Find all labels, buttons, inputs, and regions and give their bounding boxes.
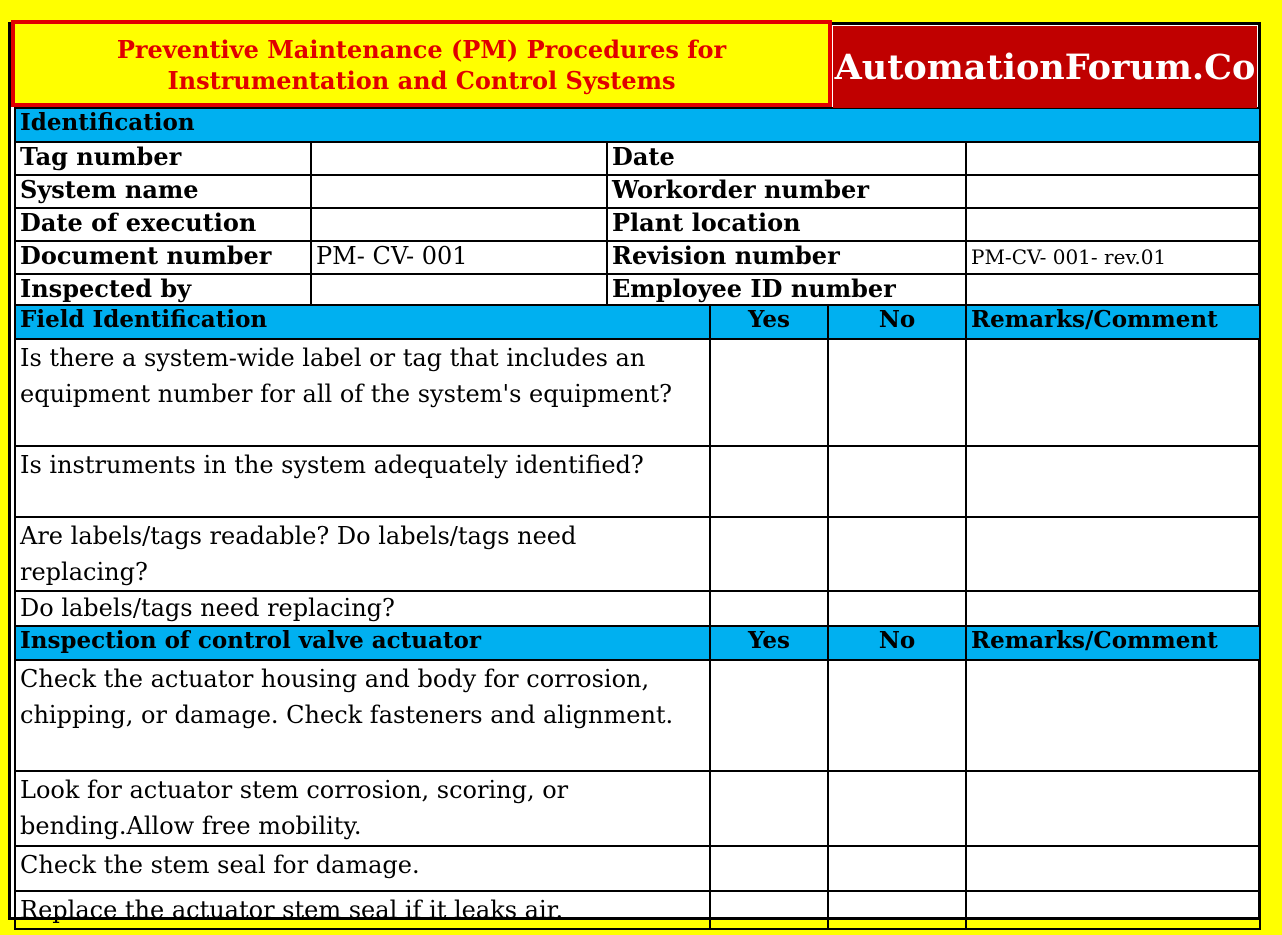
checklist-row xyxy=(15,517,1260,591)
no-cell[interactable] xyxy=(828,339,966,446)
field-value[interactable] xyxy=(966,142,1260,175)
field-label: Inspected by xyxy=(15,274,311,307)
field-label: Plant location xyxy=(607,208,966,241)
remarks-column-header: Remarks/Comment xyxy=(966,626,1260,660)
no-cell[interactable] xyxy=(828,591,966,626)
remarks-cell[interactable] xyxy=(966,517,1260,591)
field-label: Workorder number xyxy=(607,175,966,208)
brand-banner xyxy=(833,26,1257,108)
remarks-cell[interactable] xyxy=(966,660,1260,771)
identification-table xyxy=(14,107,1261,308)
title-banner xyxy=(11,20,832,107)
checklist-row xyxy=(15,591,1260,626)
title-line-2: Instrumentation and Control Systems xyxy=(167,66,676,95)
checklist-question: Is instruments in the system adequately identified? xyxy=(15,446,710,517)
yes-cell[interactable] xyxy=(710,446,828,517)
checklist-question: Is there a system-wide label or tag that includes an equipment number for all of the system's equipment? xyxy=(15,339,710,446)
remarks-column-header: Remarks/Comment xyxy=(966,305,1260,339)
id-row xyxy=(15,274,1260,307)
field-label: Employee ID number xyxy=(607,274,966,307)
field-value[interactable] xyxy=(966,175,1260,208)
section-heading: Field Identification xyxy=(15,305,710,339)
checklist-table xyxy=(14,304,1261,930)
field-label: Date of execution xyxy=(15,208,311,241)
checklist-question: Check the actuator housing and body for corrosion, chipping, or damage. Check fasteners and alignment. xyxy=(15,660,710,771)
yes-cell[interactable] xyxy=(710,517,828,591)
field-value[interactable] xyxy=(311,142,607,175)
checklist-question: Do labels/tags need replacing? xyxy=(15,591,710,626)
section-header xyxy=(15,305,1260,339)
remarks-cell[interactable] xyxy=(966,591,1260,626)
remarks-cell[interactable] xyxy=(966,771,1260,846)
yes-cell[interactable] xyxy=(710,891,828,929)
yes-column-header: Yes xyxy=(710,305,828,339)
id-row xyxy=(15,208,1260,241)
section-heading: Inspection of control valve actuator xyxy=(15,626,710,660)
identification-heading: Identification xyxy=(15,108,1260,142)
id-row xyxy=(15,142,1260,175)
field-value[interactable] xyxy=(966,274,1260,307)
checklist-question: Look for actuator stem corrosion, scoring, or bending.Allow free mobility. xyxy=(15,771,710,846)
yes-cell[interactable] xyxy=(710,591,828,626)
checklist-row xyxy=(15,660,1260,771)
field-label: System name xyxy=(15,175,311,208)
checklist-row xyxy=(15,891,1260,929)
brand-name: AutomationForum.Co xyxy=(834,46,1256,88)
no-column-header: No xyxy=(828,626,966,660)
remarks-cell[interactable] xyxy=(966,846,1260,891)
checklist-question: Replace the actuator stem seal if it leaks air. xyxy=(15,891,710,929)
no-cell[interactable] xyxy=(828,846,966,891)
checklist-question: Are labels/tags readable? Do labels/tags need replacing? xyxy=(15,517,710,591)
id-row xyxy=(15,175,1260,208)
no-cell[interactable] xyxy=(828,660,966,771)
no-cell[interactable] xyxy=(828,891,966,929)
no-cell[interactable] xyxy=(828,446,966,517)
yes-cell[interactable] xyxy=(710,771,828,846)
field-label: Date xyxy=(607,142,966,175)
title-line-1: Preventive Maintenance (PM) Procedures for xyxy=(116,35,727,64)
no-column-header: No xyxy=(828,305,966,339)
field-value[interactable]: PM- CV- 001 xyxy=(311,241,607,274)
checklist-row xyxy=(15,339,1260,446)
field-value[interactable] xyxy=(966,208,1260,241)
yes-cell[interactable] xyxy=(710,846,828,891)
yes-cell[interactable] xyxy=(710,339,828,446)
checklist-row xyxy=(15,846,1260,891)
id-row xyxy=(15,241,1260,274)
remarks-cell[interactable] xyxy=(966,446,1260,517)
field-label: Tag number xyxy=(15,142,311,175)
field-label: Document number xyxy=(15,241,311,274)
yes-column-header: Yes xyxy=(710,626,828,660)
no-cell[interactable] xyxy=(828,771,966,846)
field-value[interactable]: PM-CV- 001- rev.01 xyxy=(966,241,1260,274)
field-value[interactable] xyxy=(311,208,607,241)
field-label: Revision number xyxy=(607,241,966,274)
field-value[interactable] xyxy=(311,274,607,307)
section-header xyxy=(15,626,1260,660)
remarks-cell[interactable] xyxy=(966,891,1260,929)
checklist-row xyxy=(15,446,1260,517)
checklist-question: Check the stem seal for damage. xyxy=(15,846,710,891)
remarks-cell[interactable] xyxy=(966,339,1260,446)
yes-cell[interactable] xyxy=(710,660,828,771)
field-value[interactable] xyxy=(311,175,607,208)
no-cell[interactable] xyxy=(828,517,966,591)
checklist-row xyxy=(15,771,1260,846)
